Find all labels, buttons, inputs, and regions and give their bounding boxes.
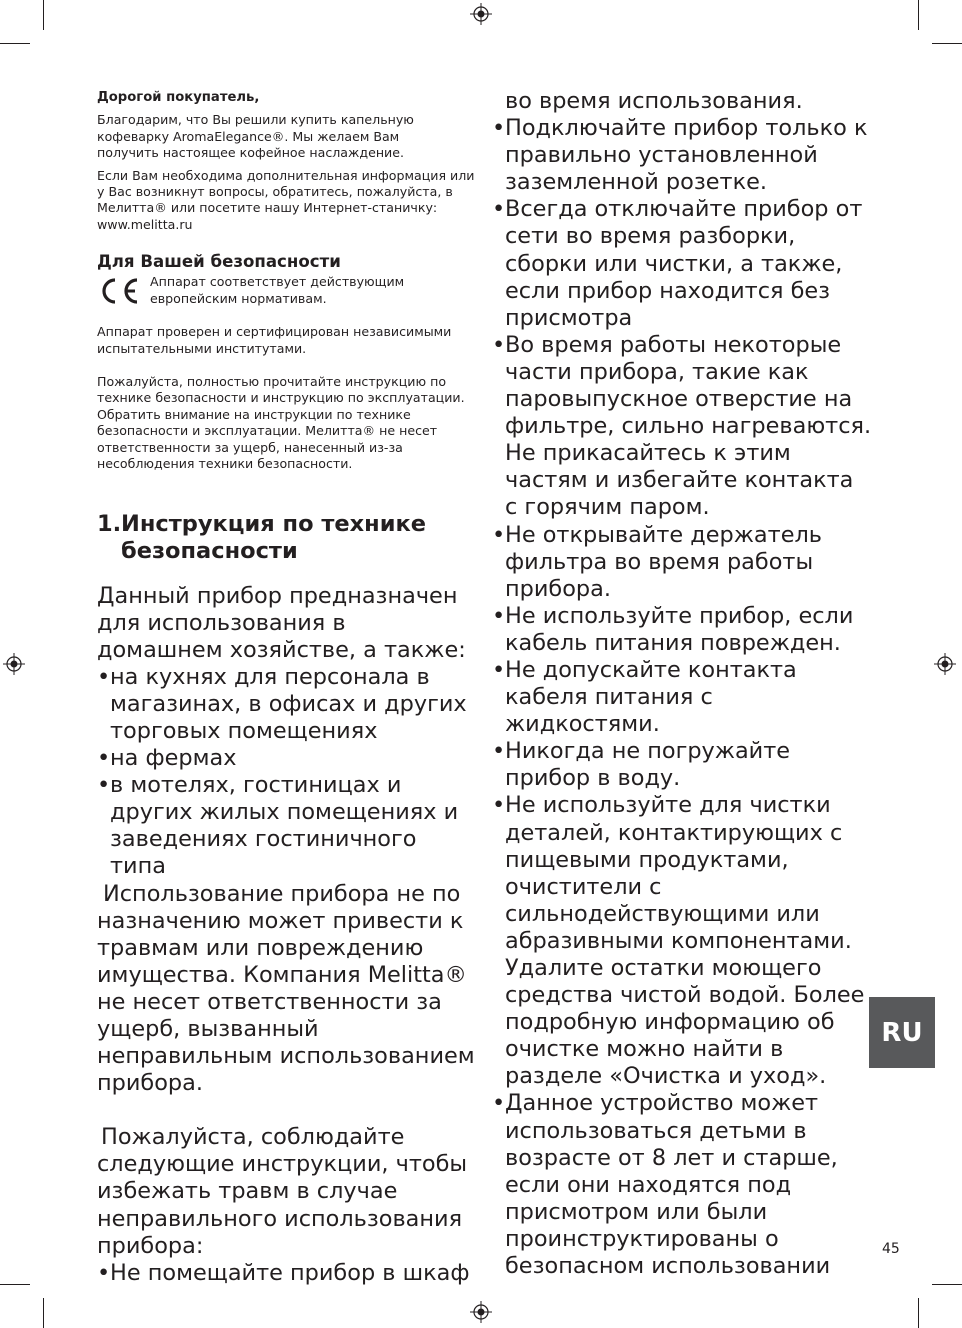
read-notice: Пожалуйста, полностью прочитайте инструкцию по технике безопасности и инструкцию по эксплуатации. Обратить внимание на инструкции по технике безопасности и эксплуатации. Мелитта® не несет ответственности за ущерб, нанесенный из-за несоблюдения техники безопасности. [97, 374, 465, 472]
crop-mark [932, 43, 962, 44]
usage-list [97, 664, 477, 881]
ce-row [97, 274, 477, 314]
list-item: • Данное устройство может использоваться детьми в возрасте от 8 лет и старше, если они находятся под присмотром или были проинструктированы о безопасном использовании [492, 1090, 872, 1280]
list-item: • в мотелях, гостиницах и других жилых помещениях и заведениях гостиничного типа [97, 772, 477, 880]
intro-paragraph: Благодарим, что Вы решили купить капельную кофеварку AromaElegance®. Мы желаем Вам получить настоящее кофейное наслаждение. [97, 112, 414, 161]
crop-mark [932, 1284, 962, 1285]
list-item: • Не используйте для чистки деталей, контактирующих с пищевыми продуктами, очистители с сильнодействующими или абразивными компонентами. Удалите остатки моющего средства чистой водой. Более подробную информацию об очистке можно найти в разделе «Очистка и уход». [492, 792, 872, 1090]
section-title: Инструкция по технике безопасности [121, 510, 427, 564]
ce-mark-icon [97, 276, 141, 306]
greeting: Дорогой покупатель, [97, 90, 260, 105]
misuse-paragraph: Использование прибора не по назначению может привести к травмам или повреждению имущества. Компания Melitta® не несет ответственности за ущерб, вызванный неправильным использованием прибора. [97, 880, 475, 1097]
crop-mark [0, 1284, 30, 1285]
certified-text: Аппарат проверен и сертифицирован независимыми испытательными институтами. [97, 324, 452, 356]
registration-mark-icon [470, 1301, 492, 1323]
crop-mark [43, 1298, 44, 1328]
section-number: 1. [97, 510, 122, 537]
list-item: • на фермах [97, 745, 477, 772]
safety-title: Для Вашей безопасности [97, 252, 341, 272]
list-item: • на кухнях для персонала в магазинах, в офисах и других торговых помещениях [97, 664, 477, 745]
list-item: • Не помещайте прибор в шкаф [97, 1260, 477, 1287]
contact-paragraph: Если Вам необходима дополнительная информация или у Вас возникнут вопросы, обратитесь, пожалуйста, в Мелитта® или посетите нашу Интернет-станичку: www.melitta.ru [97, 167, 475, 232]
ce-text: Аппарат соответствует действующим европейским нормативам. [150, 274, 405, 306]
instructions-list [492, 115, 872, 1280]
right-column [492, 88, 872, 1280]
language-tab: RU [869, 997, 935, 1068]
crop-mark [0, 43, 30, 44]
registration-mark-icon [470, 3, 492, 25]
list-item: • Всегда отключайте прибор от сети во время разборки, сборки или чистки, а также, если прибор находится без присмотра [492, 196, 872, 331]
list-item: • Не используйте прибор, если кабель питания поврежден. [492, 603, 872, 657]
list-item: • Никогда не погружайте прибор в воду. [492, 738, 872, 792]
crop-mark [43, 0, 44, 30]
registration-mark-icon [3, 653, 25, 675]
crop-mark [918, 0, 919, 30]
page-number: 45 [882, 1241, 900, 1257]
list-item: • Подключайте прибор только к правильно установленной заземленной розетке. [492, 115, 872, 196]
list-item: • Во время работы некоторые части прибора, такие как паровыпускное отверстие на фильтре, сильно нагреваются. Не прикасайтесь к этим частям и избегайте контакта с горячим паром. [492, 332, 872, 522]
left-column [97, 90, 477, 1287]
please-paragraph: Пожалуйста, соблюдайте следующие инструкции, чтобы избежать травм в случае неправильного использования прибора: [97, 1124, 468, 1259]
section-heading [97, 511, 477, 565]
first-instruction [97, 1260, 477, 1287]
list-item: • Не допускайте контакта кабеля питания с жидкостями. [492, 657, 872, 738]
registration-mark-icon [934, 653, 956, 675]
crop-mark [918, 1298, 919, 1328]
usage-intro: Данный прибор предназначен для использования в домашнем хозяйстве, а также: [97, 582, 466, 663]
list-item-continuation: во время использования. [505, 88, 803, 114]
list-item: • Не открывайте держатель фильтра во время работы прибора. [492, 522, 872, 603]
